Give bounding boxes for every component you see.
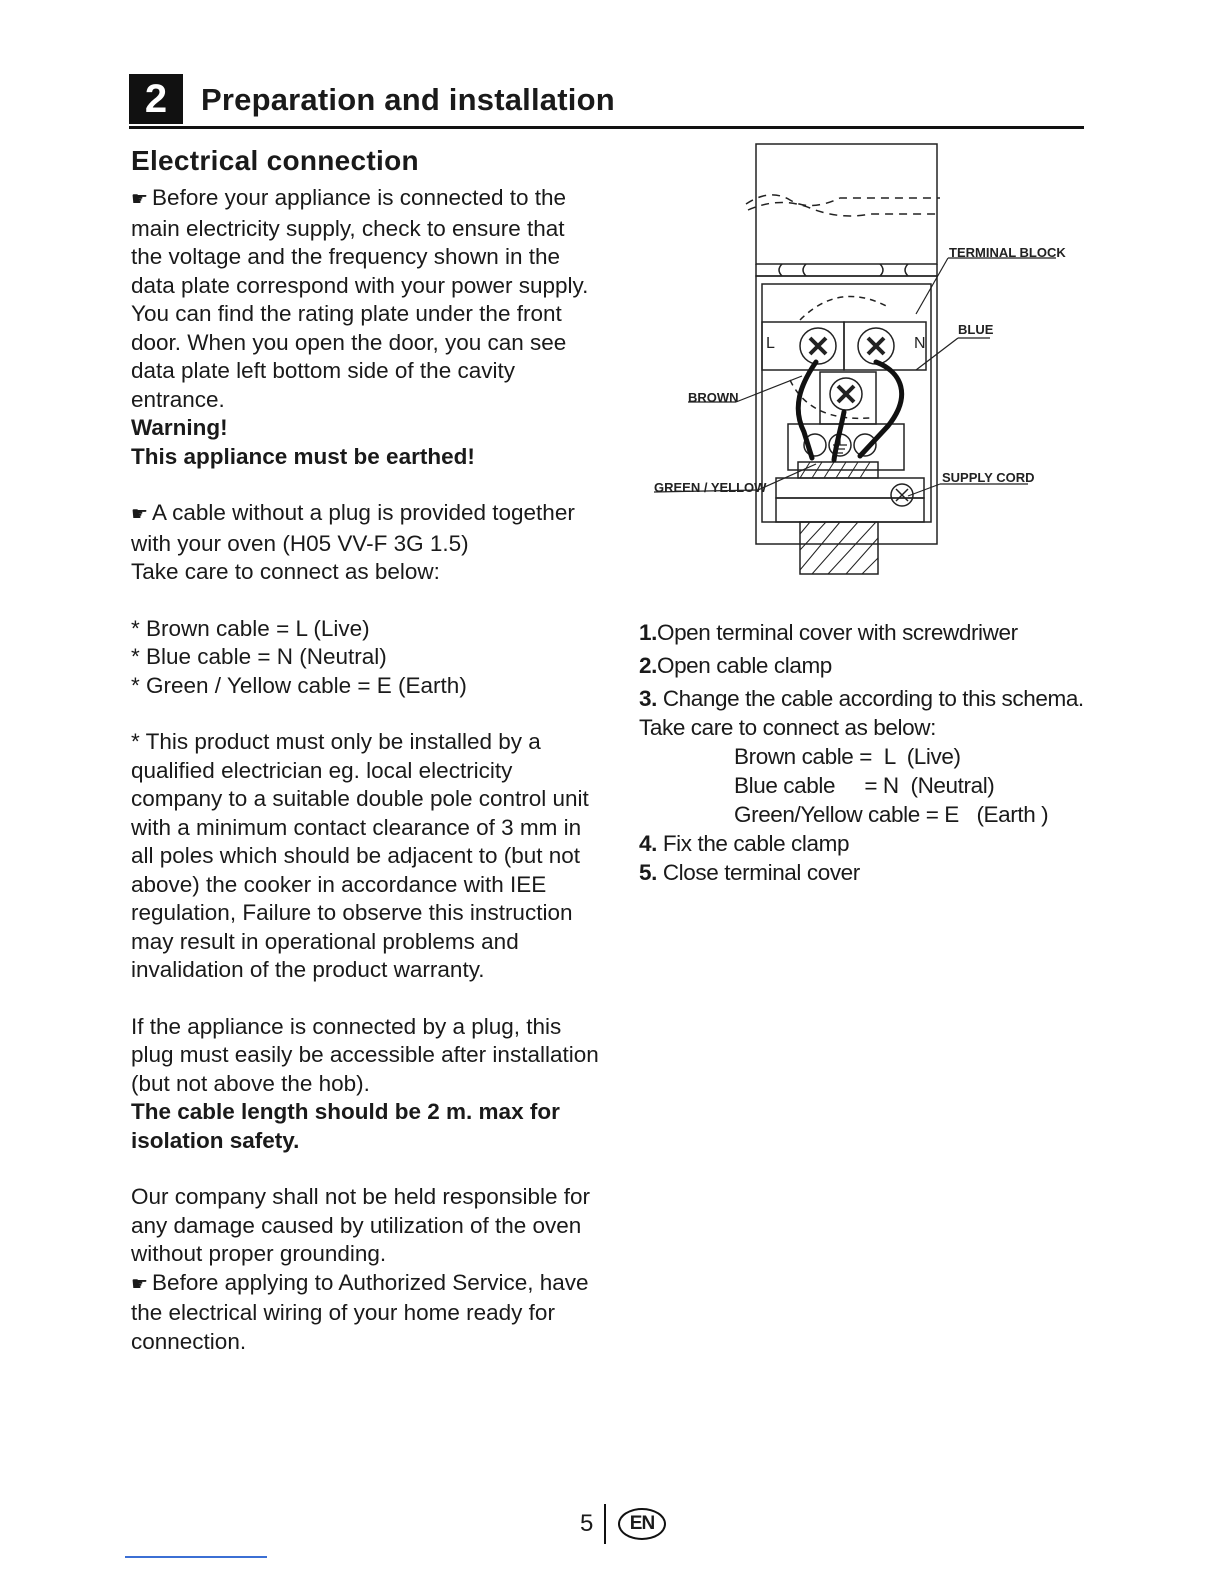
step-1 [639, 618, 1099, 647]
connect-instruction: Take care to connect as below: [131, 559, 440, 584]
warning-label: Warning! [131, 415, 228, 440]
label-blue: BLUE [958, 322, 994, 337]
page-number: 5 [580, 1510, 594, 1537]
connection-green-yellow: Green/Yellow cable = E (Earth ) [734, 802, 1049, 827]
step-3-number: 3. [639, 686, 657, 711]
pointing-hand-icon: ☛ [131, 1273, 149, 1295]
label-supply-cord: SUPPLY CORD [942, 470, 1035, 485]
appliance-housing [756, 144, 937, 264]
cable-length-note: The cable length should be 2 m. max for isolation safety. [131, 1099, 560, 1153]
cable-item-blue: * Blue cable = N (Neutral) [131, 644, 387, 669]
label-brown: BROWN [688, 390, 739, 405]
right-column-steps [639, 618, 1099, 887]
step-1-text: Open terminal cover with screwdriwer [656, 620, 1018, 645]
step-2-text: Open cable clamp [656, 653, 832, 678]
section-title: Electrical connection [131, 145, 419, 176]
step-5-number: 5. [639, 860, 657, 885]
wire-blue [860, 362, 902, 456]
paragraph-liability: Our company shall not be held responsible for any damage caused by utilization of the oven without proper grounding. [131, 1184, 591, 1266]
step-5 [639, 858, 1099, 887]
chapter-header [129, 72, 1084, 129]
left-column [131, 144, 601, 1356]
step-4 [639, 829, 1099, 858]
paragraph-plug: If the appliance is connected by a plug, this plug must easily be accessible after installation (but not above the hob). [131, 1013, 599, 1096]
cable-item-green-yellow: * Green / Yellow cable = E (Earth) [131, 672, 467, 698]
earthed-warning: This appliance must be earthed! [131, 443, 475, 469]
footer-divider [604, 1504, 606, 1544]
label-terminal-block: TERMINAL BLOCK [949, 245, 1066, 260]
callout-terminal-block [916, 258, 948, 314]
connection-brown: Brown cable = L (Live) [734, 744, 961, 769]
paragraph-service-text: Before applying to Authorized Service, have the electrical wiring of your home ready for connection. [131, 1269, 589, 1354]
paragraph-cable-info-text: A cable without a plug is provided together with your oven (H05 VV-F 3G 1.5) [131, 500, 575, 556]
chapter-title: Preparation and installation [201, 82, 615, 117]
step-3 [639, 684, 1099, 713]
paragraph-voltage-check-text: Before your appliance is connected to the main electricity supply, check to ensure that the voltage and the frequency shown in the data plate correspond with your power supply. You can find the rating plate under the front door. When you open the door, you can see data plate left bottom side of the cavity entrance. [131, 185, 589, 412]
paragraph-service [131, 1269, 601, 1357]
terminal-letter-n: N [914, 335, 926, 352]
cut-line-2 [748, 202, 936, 216]
step-5-text: Close terminal cover [656, 860, 860, 885]
paragraph-cable-info [131, 499, 601, 558]
supply-cord [800, 522, 878, 574]
pointing-hand-icon: ☛ [131, 504, 149, 525]
step-4-text: Fix the cable clamp [656, 831, 850, 856]
cut-line-1 [746, 195, 940, 206]
label-green-yellow: GREEN / YELLOW [654, 480, 767, 495]
pointing-hand-icon: ☛ [131, 189, 149, 210]
cable-item-brown: * Brown cable = L (Live) [131, 615, 370, 641]
paragraph-voltage-check [131, 184, 601, 414]
chapter-number-badge: 2 [129, 74, 183, 124]
step-1-number: 1. [639, 620, 657, 645]
connection-blue: Blue cable = N (Neutral) [734, 773, 995, 798]
step-2-number: 2. [639, 653, 657, 678]
terminal-inner [762, 284, 931, 522]
wiring-diagram-svg [640, 140, 1080, 580]
step-3-text: Change the cable according to this schema. [656, 686, 1084, 711]
bottom-rule [125, 1556, 267, 1558]
step-2 [639, 651, 1099, 680]
callout-green-yellow [758, 464, 816, 490]
paragraph-installer: * This product must only be installed by a qualified electrician eg. local electricity company to a suitable double pole control unit with a minimum contact clearance of 3 mm in all poles which should be adjacent to (but not above) the cooker in accordance with IEE regulation, Failure to observe this instruction may result in operational problems and invalidation of the product warranty. [131, 729, 589, 982]
terminal-block-diagram [640, 140, 1080, 580]
page-footer [0, 1500, 1224, 1548]
language-badge: EN [618, 1508, 666, 1540]
take-care-note: Take care to connect as below: [639, 715, 936, 740]
step-4-number: 4. [639, 831, 657, 856]
terminal-letter-l: L [766, 335, 775, 352]
callout-brown [736, 376, 802, 402]
